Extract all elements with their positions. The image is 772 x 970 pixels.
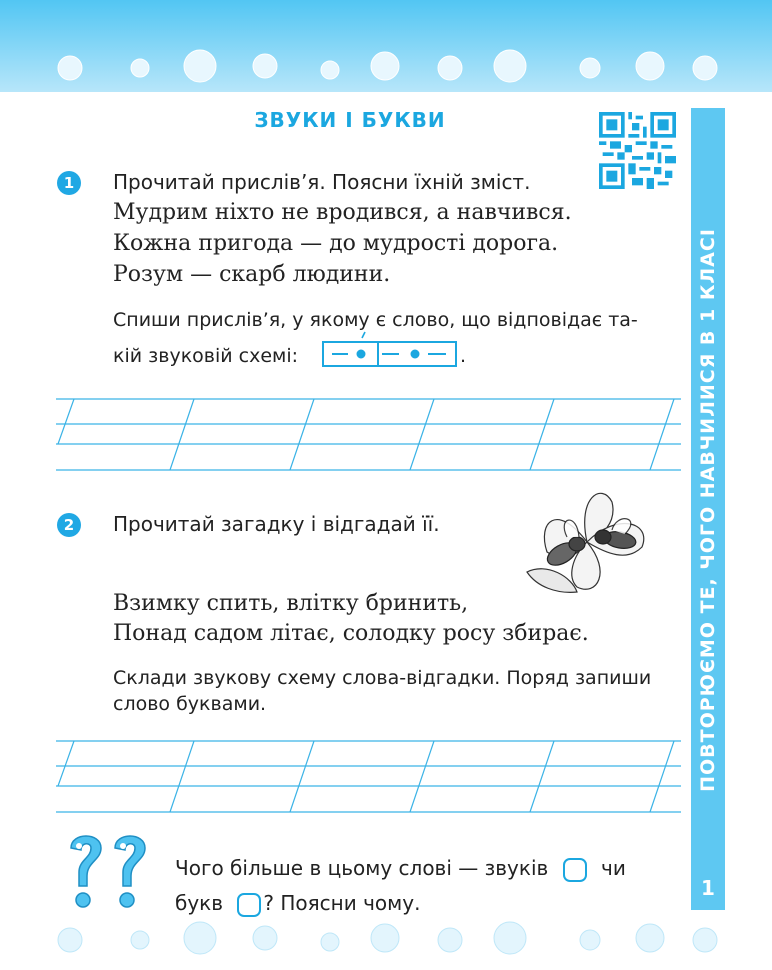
page-number: 1 bbox=[701, 876, 715, 900]
task1-subtask-suffix: . bbox=[460, 345, 467, 367]
bee-flower-illustration bbox=[517, 482, 667, 602]
sound-scheme-symbols bbox=[324, 329, 455, 365]
question-line-1 bbox=[175, 856, 626, 882]
task1-subtask-line1: Спиши прислів’я, у якому є слово, що відповідає та- bbox=[113, 309, 638, 331]
writing-lines-1[interactable] bbox=[56, 398, 681, 472]
riddle-line-2: Понад садом літає, солодку росу збирає. bbox=[113, 621, 589, 646]
question-line2-prefix: букв bbox=[175, 891, 224, 915]
sounds-count-box[interactable] bbox=[563, 858, 587, 882]
side-tab-text: ПОВТОРЮЄМО ТЕ, ЧОГО НАВЧИЛИСЯ В 1 КЛАСІ bbox=[697, 228, 719, 792]
task1-subtask-prefix: кій звуковій схемі: bbox=[113, 345, 299, 367]
proverb-2: Кожна пригода — до мудрості дорога. bbox=[113, 231, 559, 256]
task2-subtask-line1: Склади звукову схему слова-відгадки. Поряд запиши bbox=[113, 667, 652, 689]
qr-code-icon[interactable] bbox=[599, 112, 676, 189]
proverb-3: Розум — скарб людини. bbox=[113, 262, 391, 287]
task-number-1: 1 bbox=[57, 171, 81, 195]
question-marks-icon bbox=[63, 830, 163, 915]
page-title: ЗВУКИ І БУКВИ bbox=[254, 108, 446, 132]
floral-decoration-bottom bbox=[40, 918, 740, 964]
task1-subtask-line2 bbox=[113, 345, 298, 367]
task1-instruction: Прочитай прислів’я. Поясни їхній зміст. bbox=[113, 170, 531, 194]
writing-lines-2[interactable] bbox=[56, 740, 681, 814]
task2-instruction: Прочитай загадку і відгадай її. bbox=[113, 512, 440, 536]
question-line1-suffix: чи bbox=[601, 856, 626, 880]
proverb-1: Мудрим ніхто не вродився, а навчився. bbox=[113, 200, 572, 225]
task2-subtask-line2: слово буквами. bbox=[113, 693, 267, 715]
question-line-2 bbox=[175, 891, 420, 917]
floral-decoration-top bbox=[40, 44, 740, 90]
riddle-line-1: Взимку спить, влітку бринить, bbox=[113, 591, 469, 616]
letters-count-box[interactable] bbox=[237, 893, 261, 917]
sound-scheme bbox=[322, 341, 457, 367]
question-line2-suffix: ? Поясни чому. bbox=[263, 891, 421, 915]
question-line1-prefix: Чого більше в цьому слові — звуків bbox=[175, 856, 549, 880]
task-number-2: 2 bbox=[57, 513, 81, 537]
